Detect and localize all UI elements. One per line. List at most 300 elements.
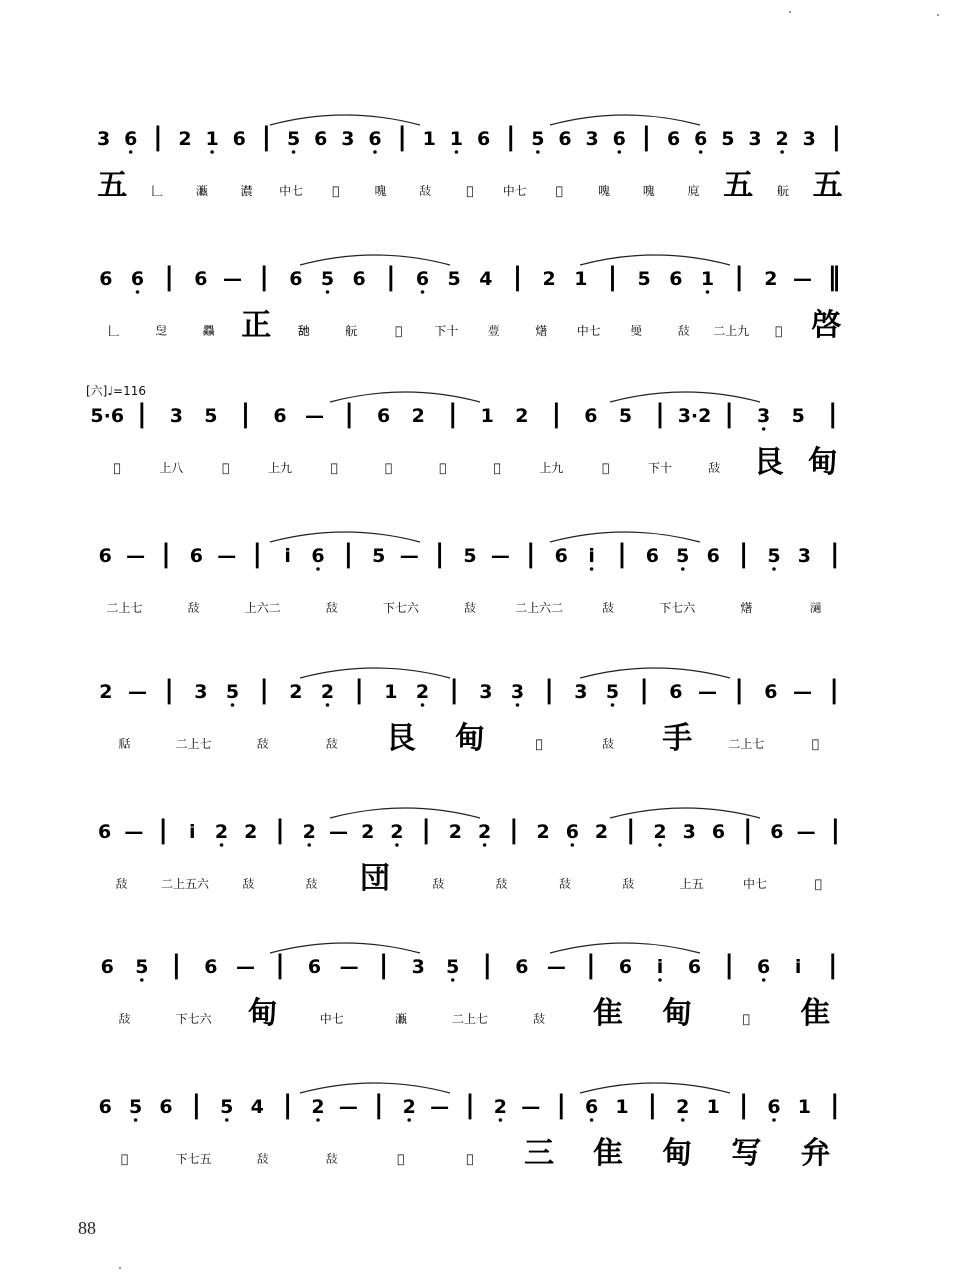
jianpu-note: 5 <box>446 956 460 978</box>
jianpu-note: 5 <box>531 128 545 150</box>
barline: | <box>275 815 285 845</box>
jianzi-character: 𦧉 <box>115 877 128 891</box>
barline: | <box>158 815 168 845</box>
jianpu-note: 1 <box>700 268 715 290</box>
jianpu-note: 3 <box>169 405 183 427</box>
barline: | <box>505 122 516 152</box>
jianpu-note: 6 <box>189 545 204 567</box>
barline: | <box>374 1090 384 1120</box>
jianpu-note: 3 <box>341 128 355 150</box>
jianpu-note: 2 <box>244 821 258 843</box>
octave-dot <box>483 843 487 847</box>
jianpu-note: 6 <box>612 128 626 150</box>
barline: | <box>137 399 147 429</box>
octave-dot <box>451 978 455 982</box>
paper-speck <box>937 14 939 16</box>
jianzi-character: 中七 <box>319 1012 344 1026</box>
octave-dot <box>316 567 320 571</box>
jianpu-note: 4 <box>479 268 493 290</box>
barline: | <box>191 1090 202 1120</box>
jianpu-note: 6 <box>232 128 246 150</box>
jianpu-note: 5 <box>320 268 335 290</box>
jianzi-character: 𦭘 <box>113 461 121 475</box>
jianpu-note: 2 <box>411 405 425 427</box>
jianzi-character: 𦧍 <box>118 737 131 751</box>
jianzi-character: 下七六 <box>659 601 696 615</box>
jianpu-note: 6 <box>584 1096 599 1118</box>
jianzi-character: 𦧉 <box>305 877 318 891</box>
jianzi-character: 上九 <box>539 461 564 475</box>
staff-system <box>99 532 840 615</box>
jianpu-note: i <box>284 545 291 567</box>
jianpu-note: 2 <box>542 268 556 290</box>
staff-system <box>99 255 841 343</box>
jianpu-note: 3 <box>802 128 816 150</box>
jianzi-character: 𠺌 <box>598 184 611 198</box>
jianpu-note: 2 <box>676 1096 690 1118</box>
jianzi-character: 𦧉 <box>242 877 255 891</box>
jianpu-note: 6 <box>311 545 325 567</box>
jianpu-note: 5 <box>676 545 690 567</box>
jianpu-note: 2 <box>415 681 430 703</box>
jianpu-note: 6 <box>159 1096 173 1118</box>
jianzi-character: 𦭘 <box>439 461 447 475</box>
barline: | <box>171 950 182 980</box>
jianpu-note: — <box>223 268 242 290</box>
jianzi-character: 𤏸 <box>740 601 753 615</box>
barline: | <box>386 262 396 292</box>
octave-dot <box>421 290 425 294</box>
jianpu-note: 2 <box>515 405 529 427</box>
octave-dot <box>225 1118 229 1122</box>
barline: | <box>829 675 839 705</box>
jianzi-character: 五 <box>723 168 754 203</box>
jianpu-note: 6 <box>289 268 303 290</box>
octave-dot <box>316 1118 320 1122</box>
octave-dot <box>455 150 459 154</box>
barline: | <box>830 1090 840 1120</box>
jianzi-character: 𦧉 <box>602 737 615 751</box>
jianpu-note: — <box>305 405 325 427</box>
barline: | <box>282 1090 293 1120</box>
jianpu-note: i <box>794 956 802 978</box>
barline: | <box>831 122 842 152</box>
jianpu-note: 1 <box>480 405 494 427</box>
jianzi-character: 𤅽 <box>332 184 340 198</box>
jianzi-character: 隹 <box>593 1136 624 1171</box>
jianpu-note: 2 <box>775 128 789 150</box>
jianzi-character: 𤏸 <box>535 324 548 338</box>
jianzi-character: 𦭘 <box>384 461 393 475</box>
jianpu-note: 3·2 <box>677 405 712 427</box>
jianpu-note: 6 <box>124 128 138 150</box>
jianpu-note: 5 <box>135 956 149 978</box>
barline: | <box>544 675 554 705</box>
jianpu-note: 5 <box>618 405 633 427</box>
jianzi-character: 𦭘 <box>602 461 610 475</box>
jianpu-note: 2 <box>764 268 778 290</box>
barline: | <box>617 539 627 569</box>
jianzi-character: 下十 <box>647 461 673 475</box>
barline: | <box>343 539 354 569</box>
barline: | <box>447 399 458 429</box>
barline: | <box>397 122 407 152</box>
slur-arc <box>580 255 730 265</box>
jianpu-note: 5 <box>372 545 386 567</box>
jianpu-note: 2 <box>477 821 492 843</box>
jianzi-character: 啓 <box>811 308 842 343</box>
jianpu-note: 6 <box>307 956 322 978</box>
octave-dot <box>140 978 144 982</box>
jianpu-note: 3 <box>194 681 208 703</box>
barline: | <box>655 399 665 429</box>
barline: | <box>252 539 262 569</box>
jianzi-character: 𦭘 <box>397 1152 405 1166</box>
octave-dot <box>658 843 662 847</box>
barline: | <box>344 399 354 429</box>
barline: | <box>827 950 838 980</box>
barline: | <box>378 950 389 980</box>
jianpu-note: i <box>656 956 664 978</box>
jianpu-note: 6 <box>476 128 491 150</box>
staff-system <box>98 808 840 896</box>
jianpu-note: — <box>430 1096 450 1118</box>
barline: ‖ <box>827 262 841 292</box>
octave-dot <box>590 567 594 571</box>
octave-dot <box>699 150 703 154</box>
jianzi-character: 𦭘 <box>811 737 820 751</box>
barline: | <box>734 675 744 705</box>
jianzi-character: 𦧉 <box>118 1012 131 1026</box>
barline: | <box>742 815 753 845</box>
jianpu-note: 5 <box>721 128 735 150</box>
slur-arc <box>330 808 480 818</box>
jianzi-character: 𦧉 <box>622 877 635 891</box>
jianzi-character: 中七 <box>502 184 527 198</box>
jianzi-character: 隹 <box>593 996 624 1031</box>
jianpu-note: — <box>796 821 816 843</box>
jianzi-character: 甸 <box>247 996 278 1031</box>
jianzi-character: 中七 <box>576 324 601 338</box>
jianzi-character: 𦭘 <box>120 1152 129 1166</box>
jianzi-character: 下七五 <box>175 1152 212 1166</box>
jianpu-note: 2 <box>311 1096 325 1118</box>
jianpu-note: — <box>126 545 146 567</box>
jianpu-note: 5 <box>204 405 218 427</box>
paper-speck <box>789 11 791 13</box>
barline: | <box>240 399 251 429</box>
jianzi-character: 𦧉 <box>495 877 508 891</box>
jianzi-character: 艮 <box>753 445 784 480</box>
jianpu-note: 3 <box>682 821 696 843</box>
jianpu-note: 6 <box>666 128 681 150</box>
jianpu-note: i <box>189 821 196 843</box>
jianpu-note: 1 <box>449 128 464 150</box>
jianpu-note: 6 <box>100 956 114 978</box>
jianzi-character: 𦥼 <box>630 324 643 338</box>
jianzi-character: 𦭘 <box>330 461 338 475</box>
jianpu-note: 2 <box>289 681 303 703</box>
jianzi-character: 𠺌 <box>374 184 387 198</box>
octave-dot <box>129 150 133 154</box>
jianzi-character: 𦨞 <box>345 324 358 338</box>
jianpu-note: 5 <box>605 681 620 703</box>
jianpu-note: 2 <box>214 821 229 843</box>
jianzi-character: 𦧉 <box>533 1012 546 1026</box>
jianzi-character: 𠃊 <box>151 184 164 198</box>
jianzi-character: 𦧅 <box>202 324 215 338</box>
page-number: 88 <box>78 1218 96 1238</box>
jianpu-note: 6 <box>558 128 572 150</box>
jianpu-note: 6 <box>368 128 382 150</box>
octave-dot <box>611 703 615 707</box>
jianpu-note: 5 <box>286 128 301 150</box>
jianpu-note: 6 <box>194 268 208 290</box>
jianpu-note: 2 <box>302 821 316 843</box>
jianzi-character: 𧀆 <box>487 324 500 338</box>
octave-dot <box>590 1118 594 1122</box>
barline: | <box>724 950 734 980</box>
barline: | <box>647 1090 658 1120</box>
jianzi-character: 𦥘 <box>395 324 403 338</box>
jianpu-note: 3 <box>797 545 812 567</box>
barline: | <box>830 539 840 569</box>
jianpu-note: 1 <box>205 128 219 150</box>
jianzi-character: 𦭘 <box>535 737 543 751</box>
jianzi-character: 甸 <box>662 1136 693 1171</box>
jianzi-character: 𦧉 <box>602 601 615 615</box>
jianpu-note: 6 <box>694 128 708 150</box>
jianzi-character: 𦧉 <box>325 737 338 751</box>
jianpu-note: 6 <box>273 405 287 427</box>
jianpu-note: 1 <box>706 1096 720 1118</box>
jianzi-character: 二上七 <box>106 601 143 615</box>
jianpu-note: 6 <box>130 268 145 290</box>
octave-dot <box>780 150 784 154</box>
jianzi-character: 𠺌 <box>642 184 655 198</box>
jianzi-character: 𤂑 <box>240 184 253 198</box>
barline: | <box>639 675 649 705</box>
barline: | <box>738 1090 749 1120</box>
jianpu-note: 6 <box>757 956 771 978</box>
barline: | <box>275 950 285 980</box>
barline: | <box>607 262 618 292</box>
barline: | <box>434 539 445 569</box>
barline: | <box>734 262 744 292</box>
barline: | <box>641 122 652 152</box>
jianzi-character: 手 <box>662 721 693 756</box>
jianzi-character: 団 <box>360 861 390 896</box>
octave-dot <box>136 290 140 294</box>
jianpu-note: 6 <box>565 821 579 843</box>
jianpu-note: 6 <box>515 956 529 978</box>
barline: | <box>421 815 431 845</box>
octave-dot <box>395 843 399 847</box>
jianpu-note: i <box>588 545 595 567</box>
slur-arc <box>270 943 420 953</box>
jianpu-note: — <box>339 956 359 978</box>
jianpu-note: 6 <box>98 1096 112 1118</box>
barline: | <box>164 675 174 705</box>
jianzi-character: 𦮩 <box>222 461 230 475</box>
octave-dot <box>134 1118 138 1122</box>
jianzi-character: 𤁷 <box>809 601 822 615</box>
jianzi-character: 𦧉 <box>325 601 338 615</box>
jianpu-note: 6 <box>352 268 366 290</box>
jianpu-note: 2 <box>653 821 667 843</box>
jianpu-note: 5 <box>220 1096 234 1118</box>
jianpu-note: 6 <box>314 128 328 150</box>
jianzi-character: 𦧇 <box>297 324 310 338</box>
jianzi-character: 𢿱 <box>466 184 474 198</box>
barline: | <box>512 262 523 292</box>
paper-speck <box>119 1267 121 1269</box>
octave-dot <box>617 150 621 154</box>
jianpu-note: 6 <box>99 268 113 290</box>
jianpu-note: 3 <box>479 681 493 703</box>
octave-dot <box>658 978 662 982</box>
octave-dot <box>571 843 575 847</box>
barline: | <box>724 399 734 429</box>
jianzi-character: 𤅽 <box>555 184 564 198</box>
octave-dot <box>772 1118 776 1122</box>
jianpu-note: 6 <box>618 956 633 978</box>
jianpu-note: 2 <box>99 681 113 703</box>
staff-system <box>97 115 843 203</box>
jianzi-character: 𦭘 <box>814 877 822 891</box>
jianpu-note: — <box>521 1096 541 1118</box>
jianzi-character: 二上九 <box>713 324 750 338</box>
jianzi-character: 二上六二 <box>515 601 564 615</box>
jianzi-character: 𦭘 <box>742 1012 750 1026</box>
jianpu-note: 6 <box>669 681 683 703</box>
barline: | <box>551 399 562 429</box>
jianpu-note: — <box>793 681 812 703</box>
jianzi-character: 写 <box>731 1136 762 1171</box>
octave-dot <box>706 290 710 294</box>
jianpu-note: — <box>328 821 348 843</box>
jianzi-character: 下十 <box>434 324 459 338</box>
jianzi-character: 弁 <box>800 1136 831 1171</box>
jianpu-note: — <box>217 545 237 567</box>
jianpu-note: 2 <box>448 821 463 843</box>
jianpu-note: — <box>338 1096 358 1118</box>
jianzi-character: 隹 <box>800 996 831 1031</box>
jianzi-character: 𦮩 <box>493 461 501 475</box>
barline: | <box>259 675 269 705</box>
jianzi-character: 甸 <box>807 445 838 480</box>
jianpu-note: — <box>128 681 147 703</box>
jianpu-note: 4 <box>250 1096 264 1118</box>
jianpu-note: 6 <box>415 268 430 290</box>
jianpu-note: 2 <box>361 821 375 843</box>
staff-system <box>90 392 837 480</box>
jianzi-character: 𦧉 <box>708 461 721 475</box>
jianpu-note: — <box>546 956 566 978</box>
jianpu-note: 6 <box>204 956 218 978</box>
jianpu-note: 6 <box>711 821 726 843</box>
barline: | <box>626 815 636 845</box>
jianzi-character: 中七 <box>279 184 304 198</box>
jianzi-character: 二上七 <box>175 737 212 751</box>
octave-dot <box>762 427 766 431</box>
jianzi-character: 艮 <box>385 721 416 756</box>
jianpu-note: 3 <box>748 128 762 150</box>
barline: | <box>161 539 171 569</box>
octave-dot <box>681 567 685 571</box>
jianpu-note: 5 <box>767 545 781 567</box>
slur-arc <box>550 115 700 125</box>
jianpu-note: 2 <box>320 681 335 703</box>
jianzi-character: 甸 <box>455 721 485 756</box>
octave-dot <box>231 703 235 707</box>
octave-dot <box>220 843 224 847</box>
jianzi-character: 𦭘 <box>466 1152 474 1166</box>
jianpu-note: 1 <box>574 268 588 290</box>
barline: | <box>830 815 841 845</box>
staff-system <box>99 668 839 756</box>
jianpu-note: 2 <box>493 1096 508 1118</box>
jianzi-character: 𦧉 <box>677 324 690 338</box>
octave-dot <box>421 703 425 707</box>
slur-arc <box>580 668 730 678</box>
jianzi-character: 𤁦 <box>195 184 208 198</box>
barline: | <box>465 1090 475 1120</box>
jianpu-note: 6 <box>584 405 598 427</box>
jianpu-note: 1 <box>422 128 436 150</box>
jianpu-note: — <box>490 545 510 567</box>
jianpu-note: 5 <box>225 681 240 703</box>
jianpu-note: 6 <box>98 545 112 567</box>
barline: | <box>526 539 536 569</box>
jianzi-character: 𦧉 <box>432 877 445 891</box>
barline: | <box>153 122 163 152</box>
jianzi-character: 甸 <box>662 996 693 1031</box>
jianpu-note: 5 <box>791 405 805 427</box>
jianpu-note: 6 <box>645 545 660 567</box>
jianpu-note: 6 <box>554 545 568 567</box>
jianpu-note: 2 <box>178 128 192 150</box>
jianzi-character: 𦧉 <box>256 1152 269 1166</box>
octave-dot <box>516 703 520 707</box>
jianpu-note: — <box>793 268 812 290</box>
jianzi-character: 𦨞 <box>776 184 789 198</box>
jianzi-character: 𢈥 <box>687 184 700 198</box>
barline: | <box>482 950 493 980</box>
jianpu-note: 6 <box>706 545 720 567</box>
jianzi-character: 𦧉 <box>187 601 200 615</box>
jianpu-note: 6 <box>377 405 391 427</box>
jianpu-note: — <box>698 681 717 703</box>
jianzi-character: 上八 <box>159 461 184 475</box>
octave-dot <box>292 150 296 154</box>
jianzi-character: 正 <box>241 308 272 343</box>
staff-system <box>99 1083 840 1171</box>
octave-dot <box>536 150 540 154</box>
octave-dot <box>762 978 766 982</box>
jianzi-character: 下七六 <box>382 601 419 615</box>
staff-system <box>101 943 838 1031</box>
jianpu-note: 1 <box>797 1096 812 1118</box>
jianzi-character: 𦥧 <box>155 324 168 338</box>
jianpu-note: — <box>124 821 144 843</box>
jianzi-character: 𦧉 <box>463 601 477 615</box>
barline: | <box>738 539 749 569</box>
jianzi-character: 𦧉 <box>325 1152 338 1166</box>
barline: | <box>827 399 838 429</box>
jianpu-note: 2 <box>402 1096 416 1118</box>
jianzi-character: 中七 <box>742 877 768 891</box>
